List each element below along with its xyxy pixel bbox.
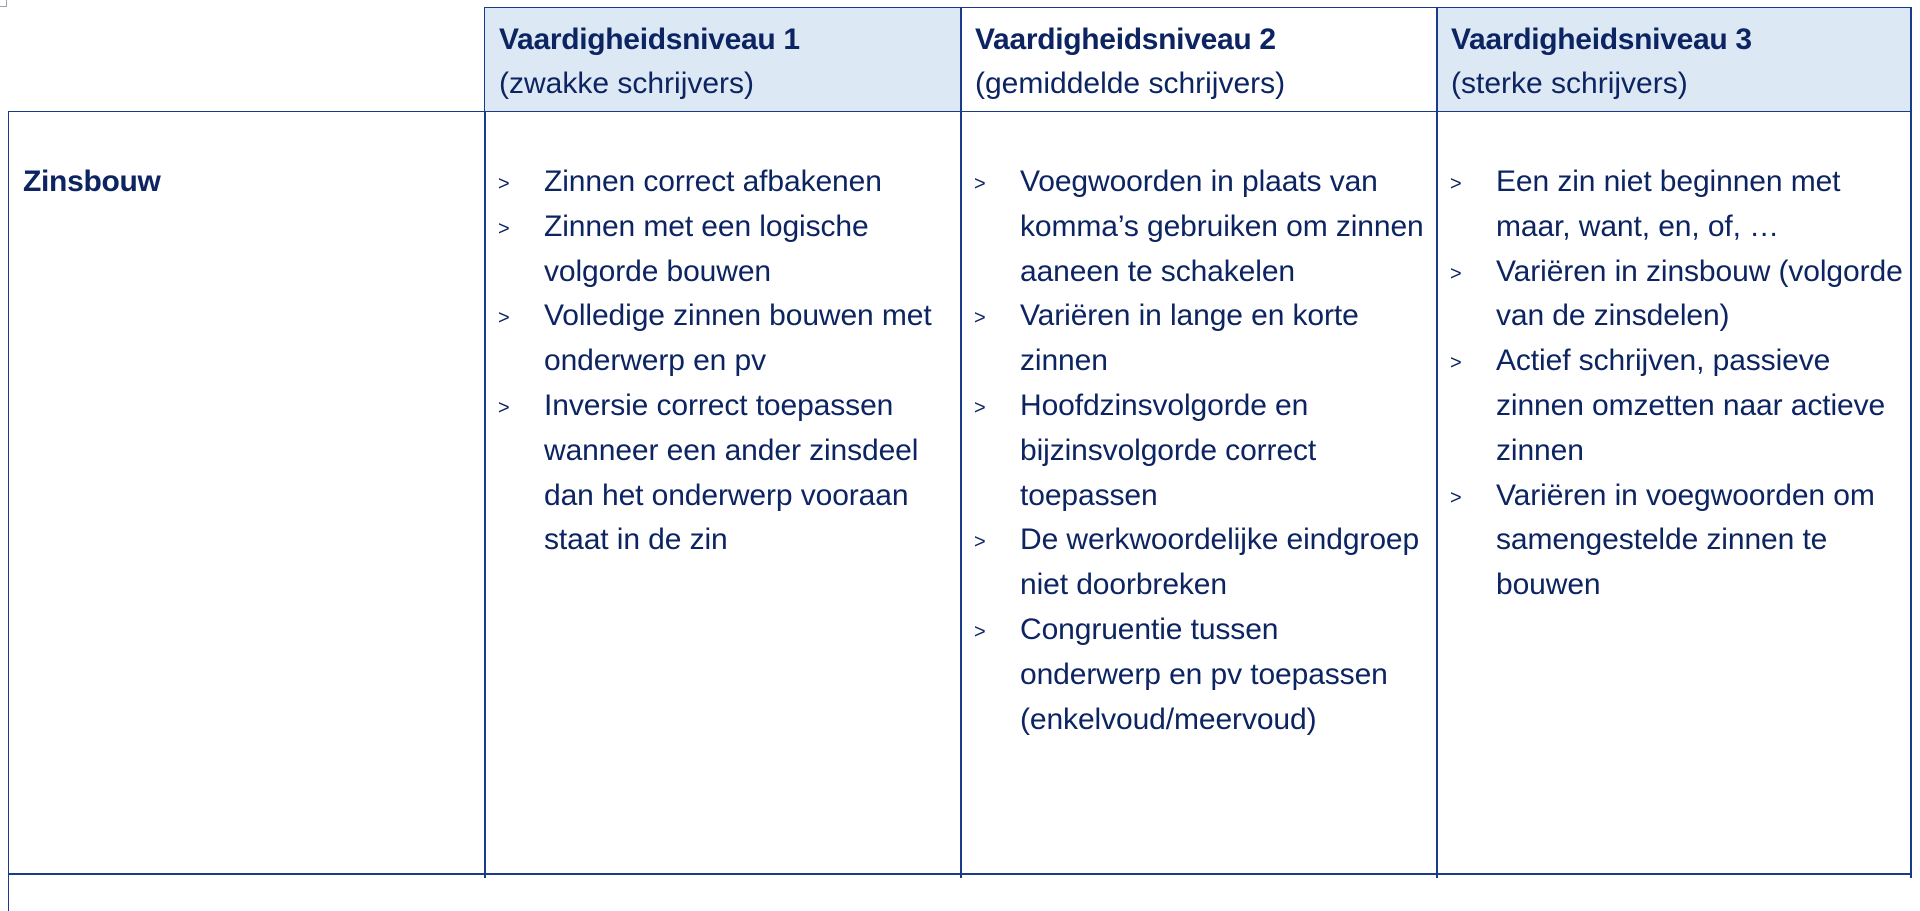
list-item-text: Een zin niet beginnen met maar, want, en, of, … (1496, 165, 1841, 243)
column-divider-2 (960, 7, 962, 878)
column-divider-right (1910, 7, 1912, 878)
chevron-right-icon: > (498, 396, 510, 419)
list-item (498, 205, 948, 295)
list-item-text: Zinnen met een logische volgorde bouwen (544, 209, 869, 288)
row-label-zinsbouw: Zinsbouw (23, 165, 161, 198)
list-item-text: Variëren in lange en korte zinnen (1020, 299, 1359, 378)
list-item (498, 294, 948, 384)
header-subtitle-level-2: (gemiddelde schrijvers) (975, 67, 1286, 100)
chevron-right-icon: > (498, 217, 510, 240)
list-item-text: Variëren in zinsbouw (volgorde van de zinsdelen) (1496, 254, 1903, 333)
list-item (974, 384, 1426, 518)
list-item-text: Variëren in voegwoorden om samengestelde zinnen te bouwen (1496, 478, 1875, 602)
list-item-text: Zinnen correct afbakenen (544, 165, 882, 198)
list-item (974, 608, 1426, 742)
list-item (974, 518, 1426, 608)
list-item (498, 384, 948, 563)
list-item (974, 294, 1426, 384)
chevron-right-icon: > (498, 307, 510, 330)
chevron-right-icon: > (974, 396, 986, 419)
header-subtitle-level-1: (zwakke schrijvers) (499, 67, 755, 100)
list-item (1450, 339, 1906, 473)
header-title-level-2: Vaardigheidsniveau 2 (975, 23, 1276, 56)
page-corner-mark (0, 0, 7, 7)
chevron-right-icon: > (1450, 486, 1462, 509)
chevron-right-icon: > (974, 173, 986, 195)
header-title-level-3: Vaardigheidsniveau 3 (1451, 23, 1752, 56)
list-item-text: Voegwoorden in plaats van komma’s gebruiken om zinnen aaneen te schakelen (1020, 165, 1424, 288)
header-cell-level-2 (960, 7, 1438, 111)
chevron-right-icon: > (1450, 352, 1462, 375)
level-1-skill-list (498, 160, 948, 563)
chevron-right-icon: > (498, 173, 510, 195)
header-cell-level-3 (1436, 7, 1912, 111)
chevron-right-icon: > (974, 307, 986, 330)
header-subtitle-level-3: (sterke schrijvers) (1451, 67, 1688, 100)
list-item-text: Volledige zinnen bouwen met onderwerp en pv (544, 299, 932, 378)
level-3-skill-list (1450, 160, 1906, 608)
row-divider-bottom (8, 873, 1912, 875)
chevron-right-icon: > (1450, 262, 1462, 285)
list-item-text: Actief schrijven, passieve zinnen omzetten naar actieve zinnen (1496, 344, 1886, 467)
list-item (974, 160, 1426, 294)
chevron-right-icon: > (974, 620, 986, 643)
level-2-skill-list (974, 160, 1426, 742)
list-item-text: Hoofdzinsvolgorde en bijzinsvolgorde correct toepassen (1020, 388, 1317, 512)
chevron-right-icon: > (1450, 173, 1462, 195)
list-item (1450, 250, 1906, 340)
list-item (498, 160, 948, 205)
column-divider-3 (1436, 7, 1438, 878)
list-item-text: Inversie correct toepassen wanneer een ander zinsdeel dan het onderwerp vooraan staat in de zin (544, 388, 919, 557)
chevron-right-icon: > (974, 531, 986, 554)
list-item-text: De werkwoordelijke eindgroep niet doorbreken (1020, 523, 1420, 602)
list-item (1450, 474, 1906, 608)
column-divider-1 (484, 111, 486, 878)
header-title-level-1: Vaardigheidsniveau 1 (499, 23, 800, 56)
list-item-text: Congruentie tussen onderwerp en pv toepassen (enkelvoud/meervoud) (1020, 612, 1388, 736)
list-item (1450, 160, 1906, 250)
header-cell-level-1 (484, 7, 962, 111)
